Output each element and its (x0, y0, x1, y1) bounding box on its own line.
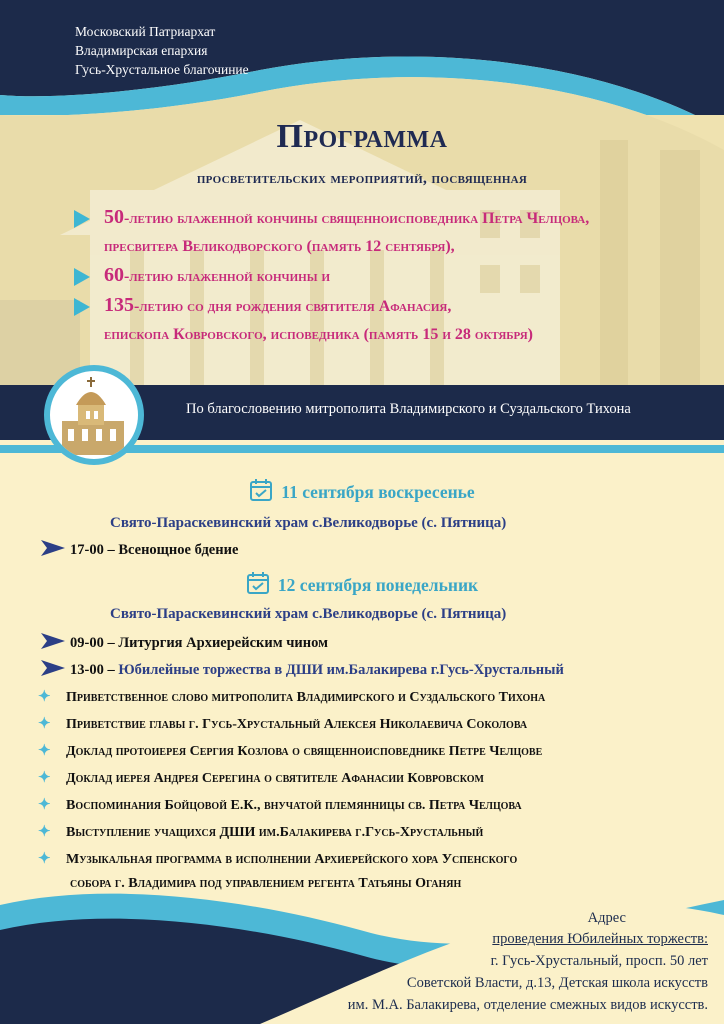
star-bullet-icon: ✦ (38, 743, 51, 759)
triangle-bullet-icon (74, 298, 90, 316)
address-line: г. Гусь-Хрустальный, просп. 50 лет (490, 953, 708, 969)
star-bullet-icon: ✦ (38, 716, 51, 732)
anniversary-number: 60 (104, 264, 124, 286)
schedule-separator: – (103, 635, 119, 651)
program-item-text: Доклад протоиерея Сергия Козлова о священноисповеднике Петре Челцове (66, 744, 543, 759)
star-bullet-icon: ✦ (38, 689, 51, 705)
blessing-text: По благословению митрополита Владимирского и Суздальского Тихона (186, 401, 631, 417)
program-item (38, 849, 517, 868)
anniversary-line (104, 294, 451, 317)
anniversary-line (104, 264, 330, 287)
program-item (38, 741, 542, 760)
arrow-right-icon (40, 540, 66, 556)
church-name: Свято-Параскевинский храм с.Великодворье (с. Пятница) (110, 606, 507, 622)
triangle-bullet-icon (74, 268, 90, 286)
program-item (38, 768, 484, 787)
page-subtitle: просветительских мероприятий, посвященная (196, 170, 528, 187)
schedule-row (40, 633, 328, 652)
address-heading: проведения Юбилейных торжеств: (492, 931, 708, 947)
header-line: Московский Патриархат (75, 24, 216, 39)
program-item (38, 687, 545, 706)
program-item-text: Приветствие главы г. Гусь-Хрустальный Алексея Николаевича Соколова (66, 717, 528, 732)
anniversary-line (104, 326, 533, 344)
day-heading (0, 571, 724, 596)
day-title: 12 сентября понедельник (277, 575, 479, 595)
schedule-row (40, 660, 564, 679)
church-emblem (44, 365, 144, 465)
star-bullet-icon: ✦ (38, 797, 51, 813)
day-title: 11 сентября воскресенье (281, 482, 475, 502)
schedule-text: Юбилейные торжества в ДШИ им.Балакирева г.Гусь-Хрустальный (118, 662, 564, 678)
program-item-continuation: собора г. Владимира под управлением регента Татьяны Оганян (70, 876, 462, 891)
header-line: Гусь-Хрустальное благочиние (75, 62, 249, 77)
church-name: Свято-Параскевинский храм с.Великодворье (с. Пятница) (110, 515, 507, 531)
star-bullet-icon: ✦ (38, 770, 51, 786)
header-block (75, 22, 249, 79)
schedule-separator: – (103, 542, 119, 558)
address-label: Адрес (587, 910, 626, 926)
church-icon (50, 371, 138, 459)
anniversary-line (104, 238, 455, 256)
header-line: Владимирская епархия (75, 43, 208, 58)
anniversary-text: епископа Ковровского, исповедника (память 15 и 28 октября) (104, 326, 533, 343)
program-item (38, 822, 483, 841)
schedule-text: Всенощное бдение (118, 542, 239, 558)
schedule-row (40, 540, 238, 559)
anniversary-text: пресвитера Великодворского (память 12 сентября), (104, 238, 455, 255)
schedule-time: 13-00 (70, 662, 104, 678)
schedule-time: 17-00 (70, 542, 104, 558)
day-heading (0, 478, 724, 503)
page-title: Программа (276, 118, 448, 155)
schedule-separator: – (103, 662, 119, 678)
calendar-check-icon (246, 571, 270, 595)
star-bullet-icon: ✦ (38, 824, 51, 840)
program-item-text: Приветственное слово митрополита Владимирского и Суздальского Тихона (66, 690, 546, 705)
address-line: Советской Власти, д.13, Детская школа искусств (406, 975, 708, 991)
triangle-bullet-icon (74, 210, 90, 228)
schedule-time: 09-00 (70, 635, 104, 651)
program-item-text: Доклад иерея Андрея Серегина о святителе Афанасии Ковровском (66, 771, 484, 786)
arrow-right-icon (40, 660, 66, 676)
program-item-text: Выступление учащихся ДШИ им.Балакирева г.Гусь-Хрустальный (66, 825, 484, 840)
anniversary-number: 50 (104, 206, 124, 228)
program-item (38, 795, 522, 814)
anniversary-text: -летию со дня рождения святителя Афанасия, (134, 298, 452, 315)
program-item-text: Воспоминания Бойцовой Е.К., внучатой племянницы св. Петра Челцова (66, 798, 522, 813)
anniversary-text: -летию блаженной кончины священноисповедника Петра Челцова, (124, 210, 590, 227)
program-item-text: Музыкальная программа в исполнении Архиерейского хора Успенского (66, 852, 518, 867)
program-item (38, 714, 527, 733)
address-line: им. М.А. Балакирева, отделение смежных видов искусств. (347, 997, 708, 1013)
calendar-check-icon (249, 478, 273, 502)
anniversary-text: -летию блаженной кончины и (124, 268, 331, 285)
anniversary-number: 135 (104, 294, 134, 316)
arrow-right-icon (40, 633, 66, 649)
anniversary-line (104, 206, 589, 229)
schedule-text: Литургия Архиерейским чином (118, 635, 328, 651)
star-bullet-icon: ✦ (38, 851, 51, 867)
